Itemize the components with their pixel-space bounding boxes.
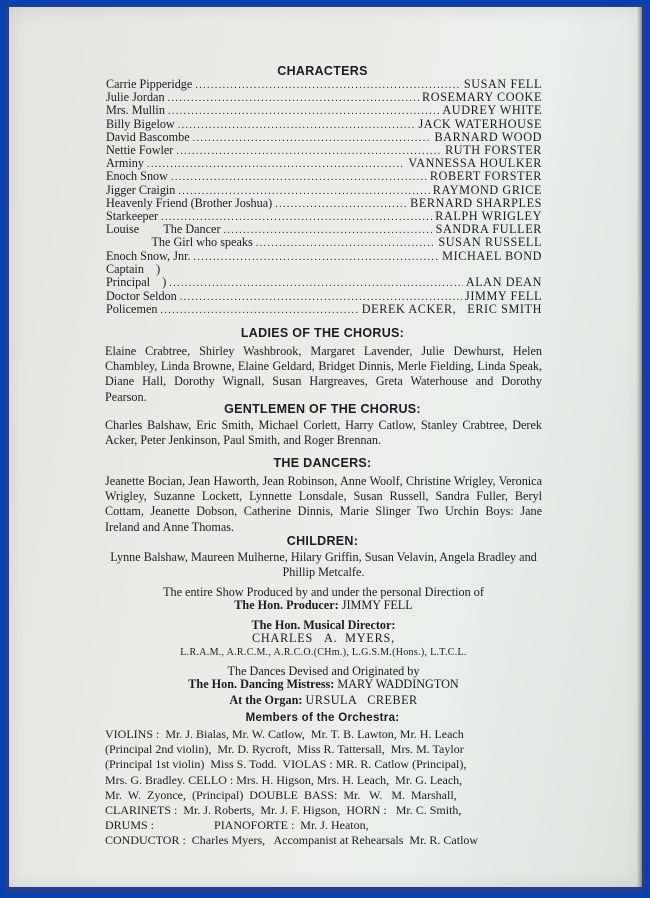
cast-actor: RAYMOND GRICE [432, 182, 542, 197]
cast-row [106, 103, 542, 117]
gentlemen-chorus-heading: GENTLEMEN OF THE CHORUS: [224, 402, 421, 416]
producer-credit [105, 598, 542, 613]
cast-actor: AUDREY WHITE [442, 103, 542, 118]
cast-row [106, 196, 542, 210]
orchestra-line: CLARINETS : Mr. J. Roberts, Mr. J. F. Higson, HORN : Mr. C. Smith, [105, 803, 462, 818]
cast-role: Starkeeper [106, 209, 159, 223]
organ-credit [105, 693, 542, 708]
cast-actor: BERNARD SHARPLES [410, 195, 542, 210]
cast-actor: RALPH WRIGLEY [435, 209, 542, 223]
cast-row-captain [106, 262, 542, 276]
cast-actor: BARNARD WOOD [434, 129, 542, 144]
organ-name: URSULA CREBER [305, 693, 418, 707]
orchestra-heading: Members of the Orchestra: [245, 712, 400, 724]
characters-heading: CHARACTERS [277, 64, 368, 78]
cast-actor: JIMMY FELL [465, 289, 542, 303]
cast-actor: JACK WATERHOUSE [418, 116, 542, 131]
cast-role: Captain ) [106, 262, 161, 276]
cast-row-policemen [106, 302, 542, 316]
cast-row [106, 90, 542, 104]
cast-row [106, 169, 542, 183]
orchestra-line: DRUMS : PIANOFORTE : Mr. J. Heaton, [105, 818, 369, 833]
cast-row [106, 77, 542, 91]
orchestra-line: VIOLINS : Mr. J. Bialas, Mr. W. Catlow, Mr. T. B. Lawton, Mr. H. Leach [105, 727, 464, 741]
orchestra-members [105, 727, 550, 849]
cast-actor: SUSAN RUSSELL [438, 235, 542, 250]
ladies-chorus-heading: LADIES OF THE CHORUS: [240, 326, 405, 340]
children-names: Lynne Balshaw, Maureen Mulherne, Hilary Griffin, Susan Velavin, Angela Bradley and Phillip Metcalfe. [110, 550, 537, 580]
cast-role: Jigger Craigin [106, 182, 176, 197]
orchestra-line: (Principal 1st violin) Miss S. Todd. VIOLAS : MR. R. Catlow (Principal), [105, 757, 467, 772]
cast-role: Mrs. Mullin [106, 103, 165, 118]
cast-role: The Girl who speaks [106, 235, 253, 250]
musical-director-qualifications: L.R.A.M., A.R.C.M., A.R.C.O.(CHm.), L.G.S.M.(Hons.), L.T.C.L. [180, 647, 467, 658]
cast-row [106, 235, 542, 249]
children-heading: CHILDREN: [286, 534, 359, 548]
dances-devised-line: The Dances Devised and Originated by [227, 664, 420, 678]
orchestra-line: Mrs. G. Bradley. CELLO : Mrs. H. Higson, Mrs. H. Leach, Mr. G. Leach, [105, 772, 463, 787]
ladies-chorus-names: Elaine Crabtree, Shirley Washbrook, Margaret Lavender, Julie Dewhurst, Helen Chambley, Linda Browne, Elaine Geldard, Bridget Dinnis, Merle Fielding, Linda Speak, Diane Hall, Dorothy Wignall, Susan Hargreaves, Greta Waterhouse and Dorothy Pearson. [105, 344, 542, 404]
producer-name: JIMMY FELL [341, 598, 413, 612]
cast-row [106, 222, 542, 236]
cast-row [106, 209, 542, 223]
cast-row-seldon [106, 289, 542, 303]
dancers-names: Jeanette Bocian, Jean Haworth, Jean Robinson, Anne Woolf, Christine Wrigley, Veronica Wrigley, Suzanne Lockett, Lynnette Lonsdale, Susan Russell, Sandra Fuller, Beryl Cottam, Jeanette Dobson, Catherine Dinnis, Marie Slinger Two Urchin Boys: Jane Ireland and Anne Thomas. [105, 474, 542, 534]
gentlemen-chorus-names: Charles Balshaw, Eric Smith, Michael Corlett, Harry Catlow, Stanley Crabtree, Derek Acker, Peter Jenkinson, Paul Smith, and Roger Brennan. [105, 418, 542, 448]
page-edge-shadow [637, 7, 642, 887]
cast-role: Billy Bigelow [106, 116, 175, 131]
producer-label: The Hon. Producer: [234, 598, 339, 612]
cast-role: Carrie Pipperidge [106, 77, 193, 91]
cast-row-principal [106, 275, 542, 289]
cast-row [106, 130, 542, 144]
cast-role: Doctor Seldon [106, 289, 177, 303]
cast-row [106, 156, 542, 170]
cast-actor: VANNESSA HOULKER [408, 156, 542, 171]
musical-director-name: CHARLES A. MYERS, [252, 631, 395, 645]
cast-row [106, 183, 542, 197]
cast-actor: RUTH FORSTER [445, 143, 542, 157]
cast-row [106, 117, 542, 131]
organ-label: At the Organ: [229, 693, 303, 707]
cast-actor: ROSEMARY COOKE [421, 90, 542, 105]
orchestra-line: CONDUCTOR : Charles Myers, Accompanist at Rehearsals Mr. R. Catlow [105, 833, 479, 848]
cast-row [106, 143, 542, 157]
orchestra-line: Mr. W. Zyonce, (Principal) DOUBLE BASS: Mr. W. M. Marshall, [105, 787, 457, 802]
cast-role: Arminy [106, 156, 144, 171]
cast-role: Julie Jordan [106, 90, 165, 105]
cast-row [106, 249, 542, 263]
dancers-heading: THE DANCERS: [273, 456, 372, 470]
musical-director-label: The Hon. Musical Director: [251, 618, 396, 632]
cast-actor: DEREK ACKER, ERIC SMITH [361, 302, 542, 316]
cast-actor: SANDRA FULLER [435, 222, 542, 237]
cast-actor: ROBERT FORSTER [429, 169, 542, 184]
cast-role: Heavenly Friend (Brother Joshua) [106, 195, 273, 210]
cast-role: Policemen [106, 302, 158, 316]
cast-role: Louise The Dancer [106, 222, 221, 237]
leader-dots [160, 304, 358, 318]
produced-line: The entire Show Produced by and under the personal Direction of [163, 585, 484, 599]
cast-role: Nettie Fowler [106, 143, 174, 157]
dancing-mistress-credit [105, 677, 542, 692]
dancing-mistress-label: The Hon. Dancing Mistress: [188, 677, 335, 691]
cast-role: Enoch Snow [106, 169, 168, 184]
cast-role: David Bascombe [106, 129, 190, 144]
cast-actor: SUSAN FELL [463, 77, 542, 91]
cast-actor: MICHAEL BOND [442, 248, 542, 263]
cast-role: Enoch Snow, Jnr. [106, 248, 191, 263]
dancing-mistress-name: MARY WADDINGTON [337, 677, 459, 691]
orchestra-line: (Principal 2nd violin), Mr. D. Rycroft, Miss R. Tattersall, Mrs. M. Taylor [105, 742, 464, 757]
cast-role: Principal ) [106, 275, 167, 289]
cast-actor: ALAN DEAN [465, 275, 542, 289]
